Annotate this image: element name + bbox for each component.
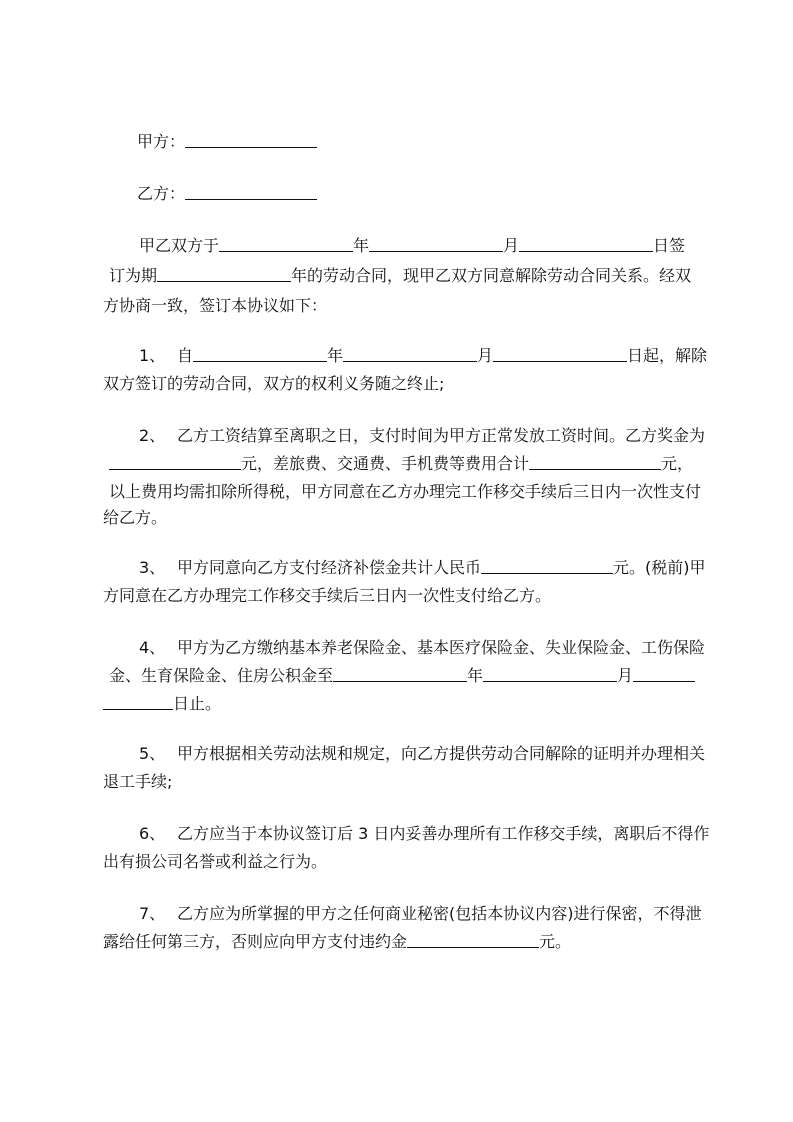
party-b-blank[interactable] — [185, 185, 317, 200]
clause-number: 5、 — [139, 744, 166, 763]
intro-text-3: 方协商一致，签订本协议如下： — [103, 296, 328, 315]
clause-3-line-2 — [103, 586, 713, 606]
intro-text-2: 年的劳动合同，现甲乙双方同意解除劳动合同关系。经双 — [291, 266, 692, 285]
clause-number: 3、 — [139, 558, 166, 577]
clause-text: 甲方为乙方缴纳基本养老保险金、基本医疗保险金、失业保险金、工伤保险 — [177, 638, 706, 657]
clause-text: 双方签订的劳动合同，双方的权利义务随之终止; — [103, 374, 445, 393]
termination-year-blank[interactable] — [193, 347, 327, 362]
clause-5-line-2 — [103, 772, 713, 792]
intro-line-3 — [103, 296, 713, 316]
penalty-amount-blank[interactable] — [407, 933, 539, 948]
clause-3-line-1 — [139, 558, 749, 578]
party-b-label: 乙方： — [137, 184, 186, 203]
party-a-label: 甲方： — [137, 132, 186, 151]
clause-text: 年 — [467, 666, 484, 685]
termination-day-blank[interactable] — [493, 347, 627, 362]
clause-text: 露给任何第三方，否则应向甲方支付违约金 — [103, 932, 408, 951]
party-a-line — [137, 132, 747, 152]
bonus-amount-blank[interactable] — [109, 455, 241, 470]
clause-text: 退工手续; — [103, 772, 173, 791]
clause-text: 出有损公司名誉或利益之行为。 — [103, 852, 328, 871]
clause-text: 日起，解除 — [627, 346, 708, 365]
clause-text: 金、生育保险金、住房公积金至 — [109, 666, 334, 685]
clause-number: 4、 — [139, 638, 166, 657]
intro-month-label: 月 — [503, 236, 520, 255]
clause-text: 乙方工资结算至离职之日，支付时间为甲方正常发放工资时间。乙方奖金为 — [177, 426, 706, 445]
clause-4-line-2 — [109, 666, 719, 686]
clause-number: 1、 — [139, 346, 166, 365]
clause-6-line-1 — [139, 824, 749, 844]
clause-5-line-1 — [139, 744, 749, 764]
termination-month-blank[interactable] — [343, 347, 477, 362]
compensation-amount-blank[interactable] — [481, 559, 613, 574]
intro-line-2 — [109, 266, 719, 286]
clause-2-line-4 — [103, 508, 713, 528]
party-b-line — [137, 184, 747, 204]
clause-text: 年 — [327, 346, 344, 365]
clause-text: 元，差旅费、交通费、手机费等费用合计 — [241, 454, 530, 473]
clause-text: 元。(税前)甲 — [613, 558, 706, 577]
insurance-month-blank[interactable] — [483, 667, 617, 682]
contract-month-blank[interactable] — [369, 237, 503, 252]
clause-number: 6、 — [139, 824, 166, 843]
clause-text: 元。 — [539, 932, 572, 951]
clause-4-line-1 — [139, 638, 749, 658]
clause-2-line-3 — [109, 482, 719, 502]
clause-text: 月 — [617, 666, 634, 685]
clause-7-line-1 — [139, 904, 749, 924]
expenses-amount-blank[interactable] — [529, 455, 661, 470]
intro-year-label: 年 — [353, 236, 370, 255]
clause-4-line-3 — [103, 694, 713, 714]
party-a-blank[interactable] — [185, 133, 317, 148]
intro-term-label: 订为期 — [109, 266, 158, 285]
clause-1-line-2 — [103, 374, 713, 394]
clause-2-line-2 — [109, 454, 719, 474]
intro-day-label: 日签 — [653, 236, 686, 255]
clause-text: 元， — [661, 454, 694, 473]
intro-text: 甲乙双方于 — [139, 236, 220, 255]
clause-2-line-1 — [139, 426, 749, 446]
clause-text: 甲方同意向乙方支付经济补偿金共计人民币 — [177, 558, 482, 577]
clause-text: 方同意在乙方办理完工作移交手续后三日内一次性支付给乙方。 — [103, 586, 552, 605]
contract-term-blank[interactable] — [157, 267, 291, 282]
clause-text: 自 — [177, 346, 194, 365]
contract-year-blank[interactable] — [219, 237, 353, 252]
clause-text: 以上费用均需扣除所得税，甲方同意在乙方办理完工作移交手续后三日内一次性支付 — [109, 482, 702, 501]
clause-text: 日止。 — [173, 694, 222, 713]
insurance-year-blank[interactable] — [333, 667, 467, 682]
contract-day-blank[interactable] — [519, 237, 653, 252]
clause-text: 给乙方。 — [103, 508, 168, 527]
clause-text: 月 — [477, 346, 494, 365]
insurance-day-blank-start[interactable] — [633, 667, 695, 682]
clause-number: 7、 — [139, 904, 166, 923]
clause-7-line-2 — [103, 932, 713, 952]
clause-1-line-1 — [139, 346, 749, 366]
clause-6-line-2 — [103, 852, 713, 872]
clause-text: 乙方应为所掌握的甲方之任何商业秘密(包括本协议内容)进行保密，不得泄 — [177, 904, 702, 923]
clause-text: 乙方应当于本协议签订后 3 日内妥善办理所有工作移交手续，离职后不得作 — [177, 824, 710, 843]
intro-line-1 — [139, 236, 749, 256]
insurance-day-blank-end[interactable] — [103, 695, 173, 710]
clause-text: 甲方根据相关劳动法规和规定，向乙方提供劳动合同解除的证明并办理相关 — [177, 744, 706, 763]
clause-number: 2、 — [139, 426, 166, 445]
